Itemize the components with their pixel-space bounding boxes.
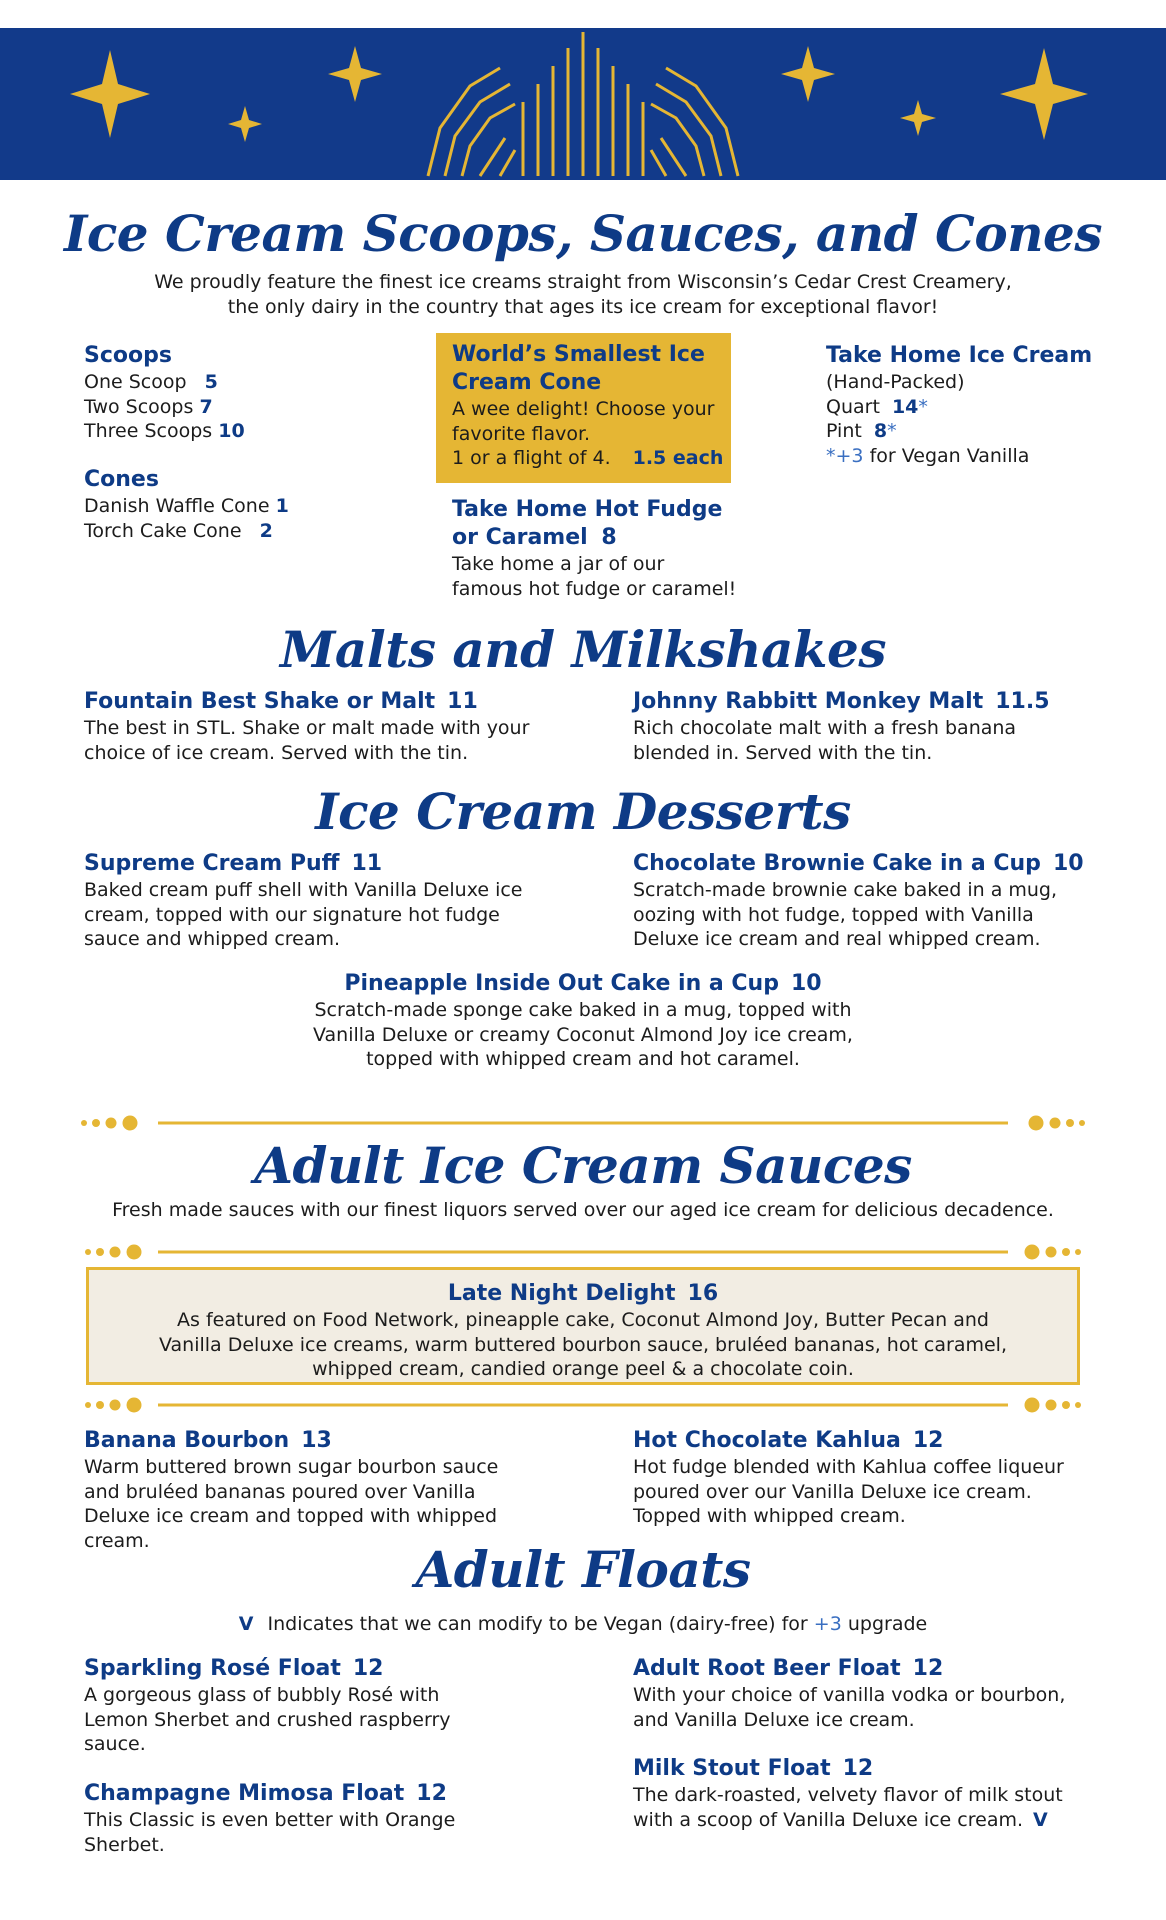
item-price: 10 [1052,851,1084,876]
menu-item [633,1755,1063,1832]
item-name: Banana Bourbon [84,1428,290,1453]
item-desc: Vanilla Deluxe ice creams, warm buttered bourbon sauce, bruléed bananas, hot caramel, [159,1333,1007,1356]
scoops-intro [0,270,1166,320]
item-desc: and bruléed bananas poured over Vanilla [84,1480,476,1503]
star-icon [781,46,835,102]
menu-item [633,850,1084,952]
list-item: Quart 14* [826,395,928,418]
item-name: Johnny Rabbitt Monkey Malt [633,689,984,714]
scoops-heading: Scoops [84,343,172,368]
art-deco-sunburst-icon [428,32,738,176]
adult-sauces-intro: Fresh made sauces with our finest liquors served over our aged ice cream for delicious decadence. [112,1199,1054,1221]
star-icon [900,100,936,136]
item-price: 10 [790,971,822,996]
section-title-adult-floats: Adult Floats [415,1540,751,1599]
header-banner [0,28,1166,180]
item-desc: Scratch-made brownie cake baked in a mug, [633,879,1058,901]
section-title-malts: Malts and Milkshakes [280,620,886,679]
hot-fudge-desc: famous hot fudge or caramel! [452,577,737,600]
menu-item [84,1655,451,1757]
item-name: Milk Stout Float [633,1756,831,1781]
item-name: Champagne Mimosa Float [84,1781,405,1806]
item-desc: sauce and whipped cream. [84,928,341,950]
item-desc: As featured on Food Network, pineapple cake, Coconut Almond Joy, Butter Pecan and [177,1309,989,1331]
vegan-icon: V [238,1613,254,1635]
section-title-desserts: Ice Cream Desserts [315,782,851,841]
list-item: Danish Waffle Cone 1 [84,495,289,517]
item-name: Pineapple Inside Out Cake in a Cup [344,971,779,996]
vegan-icon: V [1033,1808,1048,1831]
smallest-heading: World’s Smallest Ice [452,342,705,367]
item-name: Late Night Delight [447,1281,676,1306]
item-desc: blended in. Served with the tin. [633,741,933,764]
smallest-desc: A wee delight! Choose your [452,398,715,420]
item-name: Chocolate Brownie Cake in a Cup [633,851,1041,876]
item-desc: With your choice of vanilla vodka or bourbon, [633,1684,1066,1706]
item-price: 16 [687,1281,719,1306]
item-desc: sauce. [84,1733,146,1755]
decorative-divider [80,1243,1086,1261]
item-desc: Baked cream puff shell with Vanilla Deluxe ice [84,879,523,901]
item-desc: The best in STL. Shake or malt made with your [84,717,530,739]
smallest-desc: favorite flavor. [452,422,591,445]
decorative-divider [80,1114,1086,1132]
list-item: One Scoop 5 [84,371,218,393]
item-price: 12 [352,1656,384,1681]
item-desc: Lemon Sherbet and crushed raspberry [84,1708,451,1731]
item-desc: Vanilla Deluxe or creamy Coconut Almond Joy ice cream, [313,1023,853,1046]
hot-fudge-heading: Take Home Hot Fudge [452,497,723,522]
item-desc: Rich chocolate malt with a fresh banana [633,717,1017,739]
star-icon [70,50,150,138]
menu-item [633,1427,1064,1529]
list-item: Torch Cake Cone 2 [84,519,273,542]
item-desc: cream. [84,1529,150,1552]
cones-group [84,466,289,543]
item-name: Sparkling Rosé Float [84,1656,341,1681]
menu-item [84,1427,498,1553]
menu-item [0,970,1166,1072]
intro-line: the only dairy in the country that ages its ice cream for exceptional flavor! [227,296,939,318]
list-item: Two Scoops 7 [84,395,213,418]
take-home-heading: Take Home Ice Cream [826,343,1093,368]
menu-item [84,1780,455,1857]
item-desc: This Classic is even better with Orange [84,1809,456,1831]
item-desc: The dark-roasted, velvety flavor of milk stout [633,1784,1063,1806]
star-icon [328,46,382,102]
list-item: Pint 8* [826,420,897,442]
section-title-scoops: Ice Cream Scoops, Sauces, and Cones [63,204,1103,263]
item-desc: Hot fudge blended with Kahlua coffee liqueur [633,1456,1064,1478]
item-price: 11.5 [995,689,1050,714]
menu-item [633,688,1050,765]
item-name: Adult Root Beer Float [633,1656,901,1681]
decorative-divider [80,1396,1086,1414]
hot-fudge-heading: or Caramel 8 [452,525,617,550]
item-desc: and Vanilla Deluxe ice cream. [633,1708,915,1731]
item-price: 12 [416,1781,447,1806]
item-price: 11 [447,689,478,714]
section-title-adult-sauces: Adult Ice Cream Sauces [254,1136,912,1195]
take-home-note: (Hand-Packed) [826,371,965,393]
scoops-group [84,342,245,444]
take-home-footnote: *+3 for Vegan Vanilla [826,444,1030,467]
item-desc: Topped with whipped cream. [633,1505,906,1527]
item-price: 12 [912,1656,944,1681]
item-name: Fountain Best Shake or Malt [84,689,436,714]
feature-box [86,1267,1080,1385]
item-name: Supreme Cream Puff [84,851,340,876]
item-desc: oozing with hot fudge, topped with Vanilla [633,903,1034,926]
vegan-note: V Indicates that we can modify to be Vegan (dairy-free) for +3 upgrade [238,1613,928,1635]
item-desc: poured over our Vanilla Deluxe ice cream. [633,1480,1032,1503]
item-name: Hot Chocolate Kahlua [633,1428,901,1453]
item-desc: Sherbet. [84,1833,165,1856]
item-desc: with a scoop of Vanilla Deluxe ice cream. V [633,1808,1048,1831]
menu-item [84,850,523,952]
menu-item [84,688,529,765]
hot-fudge-desc: Take home a jar of our [452,553,665,575]
item-desc: choice of ice cream. Served with the tin. [84,741,469,764]
smallest-cone-card [436,333,731,483]
item-desc: topped with whipped cream and hot caramel. [366,1048,800,1070]
item-desc: Scratch-made sponge cake baked in a mug, topped with [314,999,852,1021]
cones-heading: Cones [84,467,159,492]
intro-line: We proudly feature the finest ice creams straight from Wisconsin’s Cedar Crest Creamery, [154,271,1012,293]
banner-art [0,28,1166,180]
item-price: 11 [351,851,383,876]
item-desc: whipped cream, candied orange peel & a chocolate coin. [312,1358,854,1380]
smallest-heading: Cream Cone [452,370,602,395]
item-desc: Deluxe ice cream and real whipped cream. [633,928,1041,950]
hot-fudge-group [452,496,736,601]
take-home-group [826,342,1092,468]
item-price: 12 [912,1428,944,1453]
item-desc: cream, topped with our signature hot fudge [84,903,500,926]
list-item: Three Scoops 10 [84,420,245,442]
star-icon [1000,48,1088,140]
smallest-desc: 1 or a flight of 4. 1.5 each [452,447,724,469]
item-price: 12 [842,1756,874,1781]
item-desc: Warm buttered brown sugar bourbon sauce [84,1456,499,1478]
star-icon [228,106,262,142]
item-desc: A gorgeous glass of bubbly Rosé with [84,1684,440,1706]
item-price: 13 [301,1428,332,1453]
item-desc: Deluxe ice cream and topped with whipped [84,1505,498,1527]
menu-item [633,1655,1065,1732]
